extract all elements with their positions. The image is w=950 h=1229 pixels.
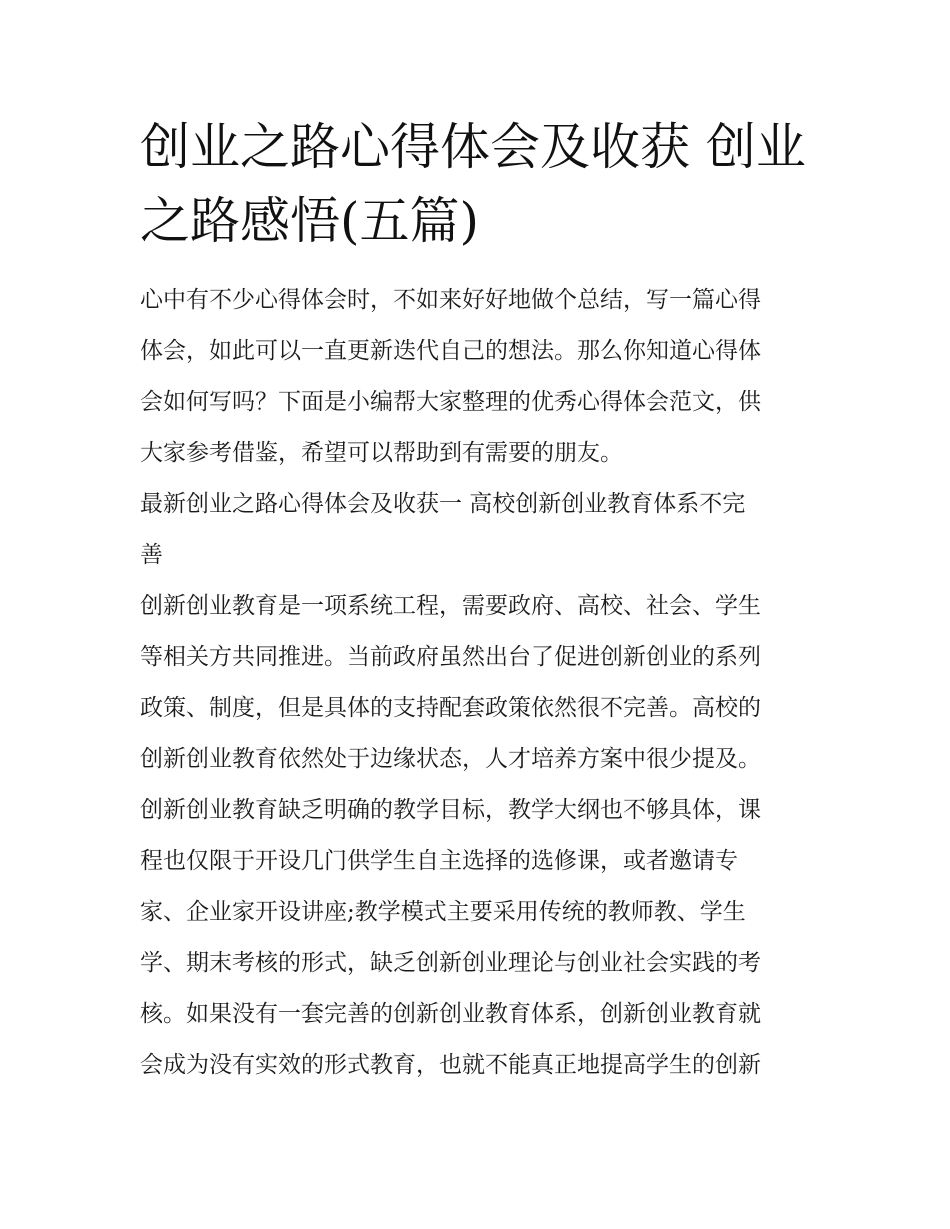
intro-line: 体会，如此可以一直更新迭代自己的想法。那么你知道心得体: [140, 338, 761, 364]
document-title: [140, 110, 830, 258]
paragraph-line: 家、企业家开设讲座;教学模式主要采用传统的教师教、学生: [140, 899, 746, 925]
paragraph-line: 政策、制度，但是具体的支持配套政策依然很不完善。高校的: [140, 695, 761, 721]
section-heading-line: 最新创业之路心得体会及收获一 高校创新创业教育体系不完: [140, 491, 746, 517]
intro-line: 心中有不少心得体会时，不如来好好地做个总结，写一篇心得: [140, 287, 761, 313]
document-body: [140, 275, 830, 1091]
title-line: 之路感悟(五篇): [140, 192, 480, 250]
intro-line: 大家参考借鉴，希望可以帮助到有需要的朋友。: [140, 440, 623, 466]
title-line: 创业之路心得体会及收获 创业: [140, 118, 806, 176]
paragraph-line: 创新创业教育缺乏明确的教学目标，教学大纲也不够具体，课: [140, 797, 761, 823]
paragraph-line: 核。如果没有一套完善的创新创业教育体系，创新创业教育就: [140, 1001, 761, 1027]
paragraph-line: 创新创业教育是一项系统工程，需要政府、高校、社会、学生: [140, 593, 761, 619]
paragraph-line: 会成为没有实效的形式教育，也就不能真正地提高学生的创新: [140, 1052, 761, 1078]
intro-line: 会如何写吗？下面是小编帮大家整理的优秀心得体会范文，供: [140, 389, 761, 415]
section-heading-line: 善: [140, 542, 163, 568]
paragraph-line: 创新创业教育依然处于边缘状态，人才培养方案中很少提及。: [140, 746, 761, 772]
paragraph-line: 等相关方共同推进。当前政府虽然出台了促进创新创业的系列: [140, 644, 761, 670]
paragraph-line: 程也仅限于开设几门供学生自主选择的选修课，或者邀请专: [140, 848, 738, 874]
paragraph-line: 学、期末考核的形式，缺乏创新创业理论与创业社会实践的考: [140, 950, 761, 976]
